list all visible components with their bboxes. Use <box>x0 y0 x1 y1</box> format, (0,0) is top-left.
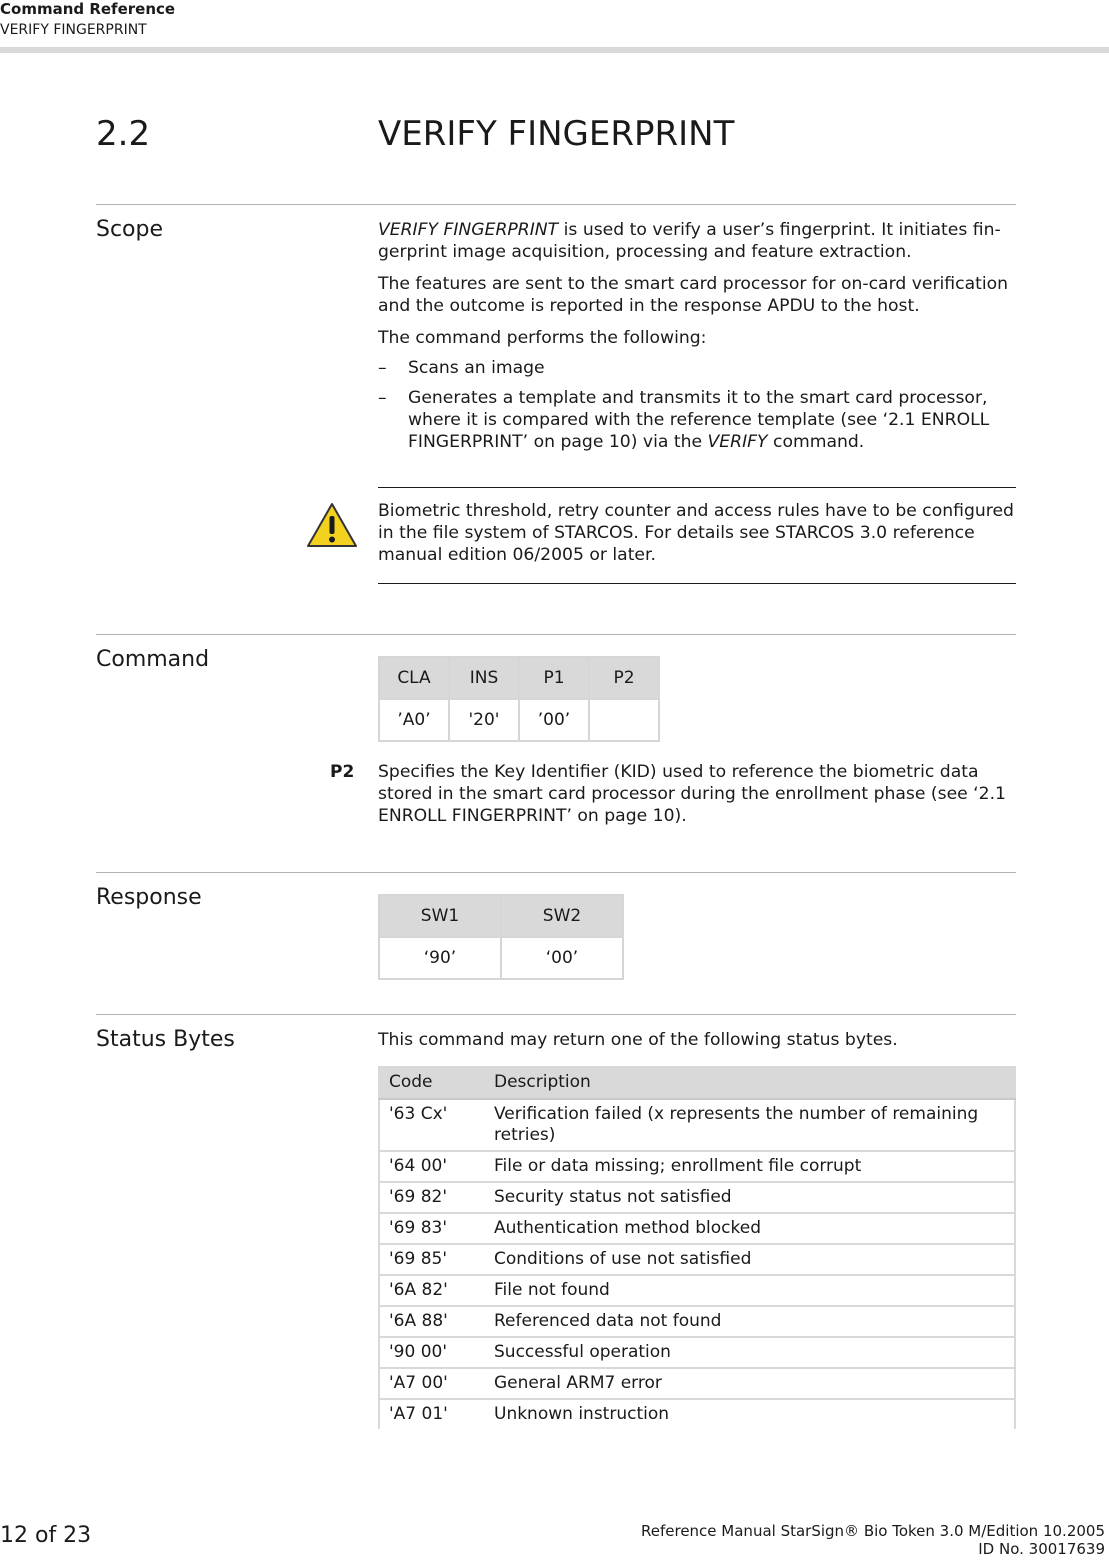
scope-paragraph-2: The features are sent to the smart card processor for on-card verification and the outcome is reported in the response APDU to the host. <box>378 274 1009 316</box>
command-value-ins: '20' <box>449 699 519 741</box>
table-row <box>379 1244 1015 1275</box>
status-description: File not found <box>485 1275 1015 1306</box>
status-code: '6A 88' <box>379 1306 485 1337</box>
status-description: General ARM7 error <box>485 1368 1015 1399</box>
status-description: Authentication method blocked <box>485 1213 1015 1244</box>
scope-list-item <box>378 387 1018 453</box>
p2-label: P2 <box>330 762 355 782</box>
status-code: '63 Cx' <box>379 1099 485 1151</box>
note-top-rule <box>378 487 1016 488</box>
status-bytes-table <box>378 1066 1016 1429</box>
response-value-sw2: ‘00’ <box>501 937 623 979</box>
command-value-p1: ’00’ <box>519 699 589 741</box>
command-label: Command <box>96 647 210 672</box>
scope-para1-text: is used to verify a user’s fingerprint. It initiates fin-gerprint image acquisition, processing and feature extraction. <box>378 220 1001 262</box>
table-row <box>379 1099 1015 1151</box>
table-row <box>379 1337 1015 1368</box>
p2-description: Specifies the Key Identifier (KID) used to reference the biometric data stored in the smart card processor during the enrollment phase (see ‘2.1 ENROLL FINGERPRINT’ on page 10). <box>378 762 1006 826</box>
status-code: '90 00' <box>379 1337 485 1368</box>
status-header-row <box>379 1066 1015 1099</box>
status-intro: This command may return one of the following status bytes. <box>378 1030 898 1050</box>
status-code: '6A 82' <box>379 1275 485 1306</box>
footer-manual-title: Reference Manual StarSign® Bio Token 3.0 M/Edition 10.2005 <box>641 1522 1105 1540</box>
section-title: VERIFY FINGERPRINT <box>378 114 735 154</box>
scope-divider <box>96 204 1016 205</box>
scope-body <box>378 219 1018 453</box>
status-divider <box>96 1014 1016 1015</box>
command-apdu-table <box>378 656 660 742</box>
command-value-cla: ’A0’ <box>379 699 449 741</box>
scope-item-2-text <box>408 387 1018 453</box>
command-value-p2 <box>589 699 659 741</box>
table-row <box>379 1368 1015 1399</box>
command-header-ins: INS <box>449 657 519 699</box>
response-label: Response <box>96 885 202 910</box>
response-header-row <box>379 895 623 937</box>
scope-item-1-text: Scans an image <box>408 358 545 378</box>
scope-item-2-em: VERIFY <box>707 432 768 452</box>
status-code: 'A7 00' <box>379 1368 485 1399</box>
status-code: 'A7 01' <box>379 1399 485 1429</box>
response-table <box>378 894 624 980</box>
note-text: Biometric threshold, retry counter and access rules have to be configured in the file system of STARCOS. For details see STARCOS 3.0 reference manual edition 06/2005 or later. <box>378 501 1014 565</box>
scope-paragraph-1 <box>378 219 1018 263</box>
response-header-sw1: SW1 <box>379 895 501 937</box>
warning-icon <box>306 502 358 548</box>
status-code: '69 83' <box>379 1213 485 1244</box>
status-code: '64 00' <box>379 1151 485 1182</box>
footer-manual-info <box>641 1522 1105 1558</box>
status-code: '69 85' <box>379 1244 485 1275</box>
response-header-sw2: SW2 <box>501 895 623 937</box>
command-divider <box>96 634 1016 635</box>
running-header-title: Command Reference <box>0 0 176 18</box>
table-row <box>379 1399 1015 1429</box>
note-bottom-rule <box>378 583 1016 584</box>
response-divider <box>96 872 1016 873</box>
page-number: 12 of 23 <box>0 1523 92 1548</box>
status-bytes-label: Status Bytes <box>96 1027 235 1052</box>
running-header-subtitle: VERIFY FINGERPRINT <box>0 22 147 38</box>
header-divider <box>0 47 1109 53</box>
status-code: '69 82' <box>379 1182 485 1213</box>
scope-command-name: VERIFY FINGERPRINT <box>378 220 559 240</box>
command-header-row <box>379 657 659 699</box>
scope-item-2-post: command. <box>767 432 865 452</box>
command-value-row <box>379 699 659 741</box>
status-description: File or data missing; enrollment file corrupt <box>485 1151 1015 1182</box>
table-row <box>379 1306 1015 1337</box>
status-description: Unknown instruction <box>485 1399 1015 1429</box>
command-header-cla: CLA <box>379 657 449 699</box>
status-col-description: Description <box>485 1066 1015 1099</box>
table-row <box>379 1182 1015 1213</box>
scope-item-2-pre: Generates a template and transmits it to the smart card processor, where it is compared with the reference template (see ‘2.1 ENROLL FINGERPRINT’ on page 10) via the <box>408 388 990 452</box>
status-description: Security status not satisfied <box>485 1182 1015 1213</box>
dash-bullet: – <box>378 358 387 378</box>
command-header-p1: P1 <box>519 657 589 699</box>
command-header-p2: P2 <box>589 657 659 699</box>
section-number: 2.2 <box>96 114 151 154</box>
scope-list-item <box>378 357 1018 379</box>
response-value-row <box>379 937 623 979</box>
dash-bullet: – <box>378 388 387 408</box>
scope-paragraph-3: The command performs the following: <box>378 328 707 348</box>
status-description: Verification failed (x represents the number of remaining retries) <box>485 1099 1015 1151</box>
table-row <box>379 1275 1015 1306</box>
status-description: Successful operation <box>485 1337 1015 1368</box>
status-col-code: Code <box>379 1066 485 1099</box>
status-description: Conditions of use not satisfied <box>485 1244 1015 1275</box>
scope-label: Scope <box>96 217 164 242</box>
table-row <box>379 1213 1015 1244</box>
response-value-sw1: ‘90’ <box>379 937 501 979</box>
table-row <box>379 1151 1015 1182</box>
status-description: Referenced data not found <box>485 1306 1015 1337</box>
footer-id-number: ID No. 30017639 <box>978 1540 1105 1558</box>
